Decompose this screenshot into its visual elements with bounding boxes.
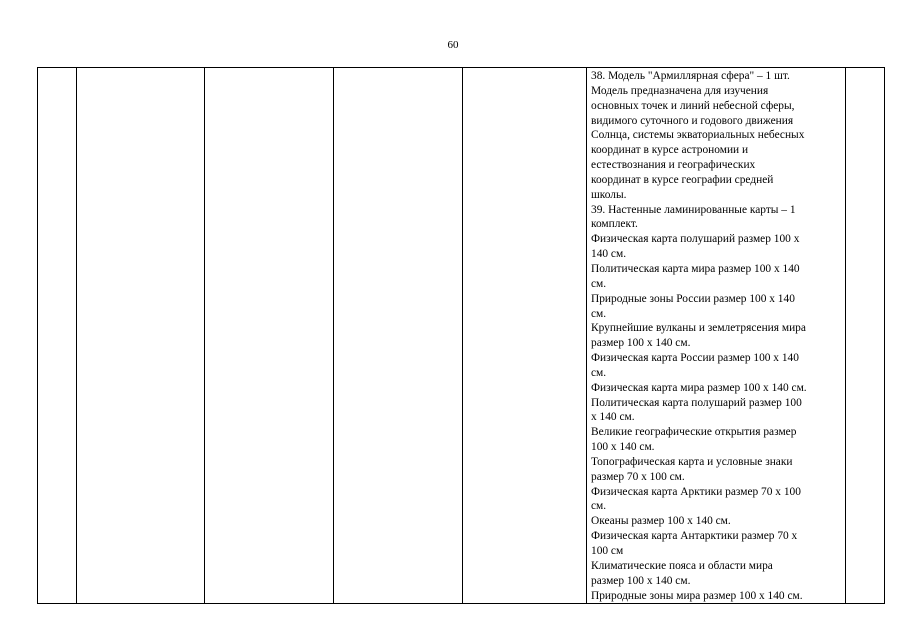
- description-line: естествознания и географических: [591, 159, 756, 172]
- description-line: Физическая карта Арктики размер 70 x 100: [591, 485, 801, 498]
- description-line: см.: [591, 500, 607, 513]
- description-line: координат в курсе астрономии и: [591, 144, 749, 157]
- description-line: см.: [591, 277, 607, 290]
- description-line: Политическая карта мира размер 100 x 140: [591, 262, 800, 275]
- description-line: 100 см: [591, 545, 624, 557]
- description-line: Топографическая карта и условные знаки: [591, 455, 793, 468]
- table-cell-empty-5: [463, 68, 587, 604]
- description-line: Природные зоны России размер 100 x 140: [591, 292, 795, 305]
- description-line: 39. Настенные ламинированные карты – 1: [591, 203, 796, 216]
- description-line: основных точек и линий небесной сферы,: [591, 99, 795, 112]
- description-line: Крупнейшие вулканы и землетрясения мира: [591, 322, 806, 335]
- page-number: 60: [447, 39, 459, 51]
- description-line: см.: [591, 366, 607, 379]
- description-line: Физическая карта мира размер 100 x 140 см.: [591, 381, 807, 394]
- table-cell-empty-4: [334, 68, 463, 604]
- description-line: Физическая карта Антарктики размер 70 x: [591, 530, 798, 543]
- table-cell-empty-7: [846, 68, 885, 604]
- description-line: 38. Модель "Армиллярная сфера" – 1 шт.: [591, 70, 790, 82]
- description-line: Природные зоны мира размер 100 x 140 см.: [591, 589, 803, 602]
- description-line: комплект.: [591, 218, 638, 231]
- description-line: Политическая карта полушарий размер 100: [591, 396, 802, 409]
- description-line: размер 70 x 100 см.: [591, 470, 685, 483]
- description-line: 140 см.: [591, 248, 627, 261]
- equipment-table: [37, 67, 885, 604]
- description-line: размер 100 x 140 см.: [591, 337, 691, 350]
- description-line: видимого суточного и годового движения: [591, 114, 794, 127]
- description-line: Физическая карта полушарий размер 100 x: [591, 233, 800, 246]
- description-line: Солнца, системы экваториальных небесных: [591, 129, 805, 142]
- table-cell-description: [587, 68, 846, 604]
- description-line: Великие географические открытия размер: [591, 426, 797, 439]
- description-line: Климатические пояса и области мира: [591, 559, 773, 572]
- description-line: 100 x 140 см.: [591, 441, 655, 454]
- description-line: x 140 см.: [591, 411, 635, 424]
- description-line: Океаны размер 100 x 140 см.: [591, 515, 731, 528]
- table-cell-empty-2: [77, 68, 205, 604]
- description-line: Модель предназначена для изучения: [591, 84, 769, 97]
- table-cell-number: [38, 68, 77, 604]
- table-row: [38, 68, 885, 604]
- table-cell-empty-3: [205, 68, 334, 604]
- description-line: школы.: [591, 188, 627, 201]
- description-line: см.: [591, 307, 607, 320]
- description-line: координат в курсе географии средней: [591, 173, 774, 186]
- description-line: размер 100 x 140 см.: [591, 574, 691, 587]
- description-text: [587, 68, 845, 603]
- description-line: Физическая карта России размер 100 x 140: [591, 352, 799, 365]
